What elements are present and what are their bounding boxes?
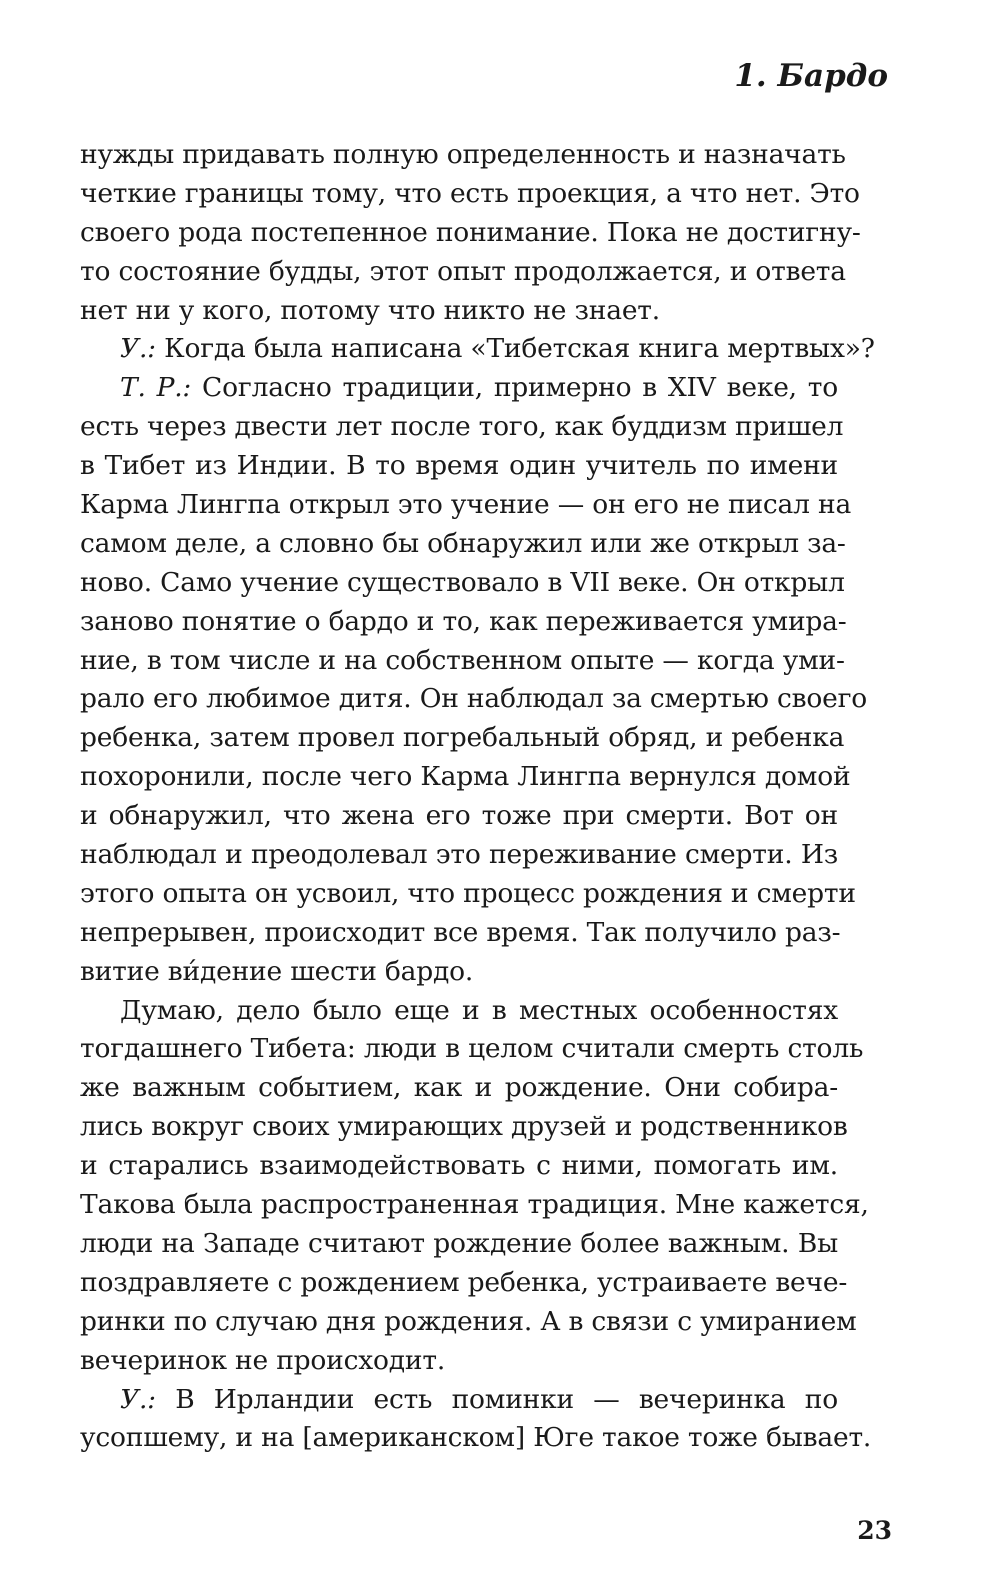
text-line: усопшему, и на [американском] Юге такое тоже бывает. — [80, 1422, 872, 1454]
text-line: нет ни у кого, потому что никто не знает. — [80, 294, 660, 326]
text-line: похоронили, после чего Карма Лингпа вернулся домой — [80, 761, 851, 793]
text-line: заново понятие о бардо и то, как переживается умира- — [80, 605, 847, 637]
text-line: этого опыта он усвоил, что процесс рождения и смерти — [80, 877, 856, 909]
speaker-label: У.: — [120, 1383, 156, 1415]
text-line: ново. Само учение существовало в VII веке. Он открыл — [80, 566, 845, 598]
text-line: своего рода постепенное понимание. Пока не достигну- — [80, 216, 861, 248]
text-line: рало его любимое дитя. Он наблюдал за смертью своего — [80, 683, 868, 715]
line-text: В Ирландии есть поминки — вечеринка по — [155, 1383, 838, 1415]
text-line: нужды придавать полную определенность и назначать — [80, 139, 846, 170]
text-line: Такова была распространенная традиция. Мне кажется, — [80, 1189, 869, 1221]
text-line: и обнаружил, что жена его тоже при смерти. Вот он — [80, 800, 838, 832]
text-line: лись вокруг своих умирающих друзей и родственников — [80, 1111, 848, 1143]
text-line: витие ви́дение шести бардо. — [80, 955, 474, 987]
page-number: 23 — [857, 1516, 892, 1545]
dialogue-line — [80, 369, 838, 408]
text-line: Карма Лингпа открыл это учение — он его не писал на — [80, 489, 852, 521]
text-line: непрерывен, происходит все время. Так получило раз- — [80, 916, 841, 948]
text-line: Думаю, дело было еще и в местных особенностях — [120, 994, 838, 1026]
line-text: Когда была написана «Тибетская книга мертвых»? — [155, 333, 875, 365]
text-line: ние, в том числе и на собственном опыте — когда уми- — [80, 644, 845, 676]
text-line: наблюдал и преодолевал это переживание смерти. Из — [80, 839, 838, 871]
text-line: самом деле, а словно бы обнаружил или же открыл за- — [80, 527, 846, 559]
body-text — [80, 136, 875, 1458]
text-line: же важным событием, как и рождение. Они собира- — [80, 1072, 838, 1104]
text-line: поздравляете с рождением ребенка, устраиваете вече- — [80, 1266, 848, 1298]
text-line: тогдашнего Тибета: люди в целом считали смерть столь — [80, 1033, 864, 1065]
line-text: Согласно традиции, примерно в XIV веке, то — [191, 372, 838, 404]
text-line: вечеринок не происходит. — [80, 1344, 446, 1376]
text-line: ринки по случаю дня рождения. А в связи с умиранием — [80, 1305, 857, 1337]
text-line: люди на Западе считают рождение более важным. Вы — [80, 1227, 838, 1259]
dialogue-line — [80, 330, 875, 369]
speaker-label: У.: — [120, 333, 156, 365]
dialogue-line — [80, 1381, 838, 1420]
text-line: ребенка, затем провел погребальный обряд, и ребенка — [80, 722, 845, 754]
text-line: и старались взаимодействовать с ними, помогать им. — [80, 1150, 838, 1182]
running-head: 1. Бардо — [734, 58, 888, 94]
text-line: есть через двести лет после того, как буддизм пришел — [80, 411, 844, 443]
speaker-label: Т. Р.: — [120, 372, 192, 404]
text-line: четкие границы тому, что есть проекция, а что нет. Это — [80, 177, 860, 209]
text-line: в Тибет из Индии. В то время один учитель по имени — [80, 450, 838, 482]
text-line: то состояние будды, этот опыт продолжается, и ответа — [80, 255, 846, 287]
